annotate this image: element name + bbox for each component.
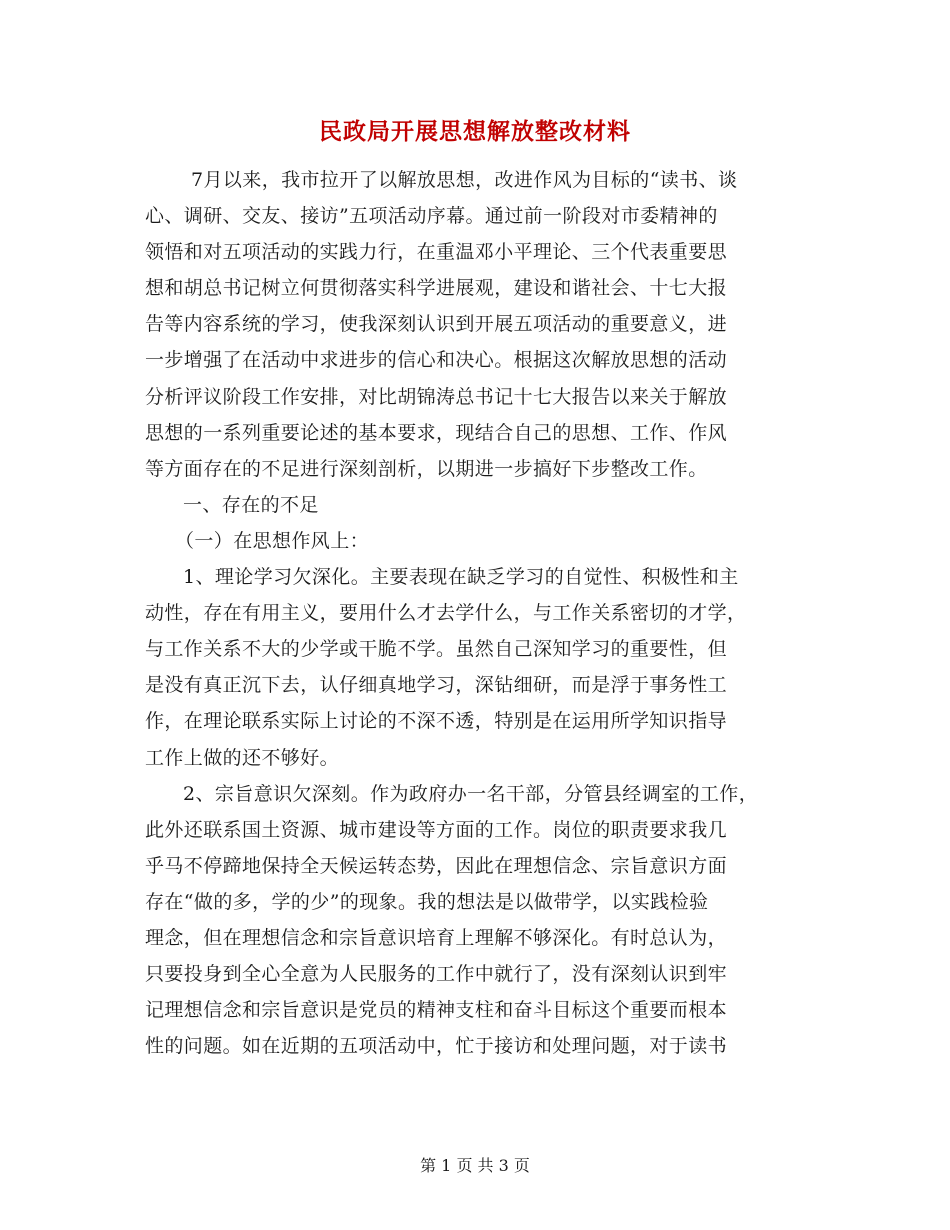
document-title: 民政局开展思想解放整改材料: [319, 118, 631, 145]
page-footer: 第 1 页 共 3 页: [420, 1156, 530, 1175]
text-line: 与工作关系不大的少学或干脆不学。虽然自己深知学习的重要性，但: [145, 638, 728, 661]
text-line: （一）在思想作风上：: [175, 529, 370, 552]
text-line: 存在“做的多，学的少”的现象。我的想法是以做带学，以实践检验: [145, 890, 709, 913]
text-line: 一步增强了在活动中求进步的信心和决心。根据这次解放思想的活动: [145, 349, 728, 372]
text-line: 思想的一系列重要论述的基本要求，现结合自己的思想、工作、作风: [145, 421, 728, 444]
text-line: 作，在理论联系实际上讨论的不深不透，特别是在运用所学知识指导: [145, 710, 728, 733]
document-body: [145, 162, 815, 1064]
text-line: 7月以来，我市拉开了以解放思想，改进作风为目标的“读书、谈: [191, 169, 738, 191]
text-line: 等方面存在的不足进行深刻剖析，以期进一步搞好下步整改工作。: [145, 457, 708, 480]
text-line: 1、理论学习欠深化。主要表现在缺乏学习的自觉性、积极性和主: [183, 566, 739, 589]
text-line: 分析评议阶段工作安排，对比胡锦涛总书记十七大报告以来关于解放: [145, 385, 728, 408]
text-line: 告等内容系统的学习，使我深刻认识到开展五项活动的重要意义，进: [145, 313, 728, 336]
text-line: 乎马不停蹄地保持全天候运转态势，因此在理想信念、宗旨意识方面: [145, 854, 728, 877]
text-line: 一、存在的不足: [183, 493, 319, 516]
text-line: 想和胡总书记树立何贯彻落实科学进展观，建设和谐社会、十七大报: [145, 277, 728, 300]
text-line: 只要投身到全心全意为人民服务的工作中就行了，没有深刻认识到牢: [145, 963, 728, 986]
text-line: 动性，存在有用主义，要用什么才去学什么，与工作关系密切的才学，: [145, 602, 747, 625]
text-line: 是没有真正沉下去，认仔细真地学习，深钻细研，而是浮于事务性工: [145, 674, 728, 697]
text-line: 此外还联系国土资源、城市建设等方面的工作。岗位的职责要求我几: [145, 818, 728, 841]
text-line: 心、调研、交友、接访”五项活动序幕。通过前一阶段对市委精神的: [145, 205, 718, 228]
text-line: 理念，但在理想信念和宗旨意识培育上理解不够深化。有时总认为，: [145, 926, 728, 949]
text-line: 工作上做的还不够好。: [145, 746, 340, 769]
text-line: 领悟和对五项活动的实践力行，在重温邓小平理论、三个代表重要思: [145, 241, 728, 264]
text-line: 记理想信念和宗旨意识是党员的精神支柱和奋斗目标这个重要而根本: [145, 999, 728, 1022]
text-line: 性的问题。如在近期的五项活动中，忙于接访和处理问题，对于读书: [145, 1035, 728, 1058]
text-line: 2、宗旨意识欠深刻。作为政府办一名干部，分管县经调室的工作，: [183, 782, 759, 805]
